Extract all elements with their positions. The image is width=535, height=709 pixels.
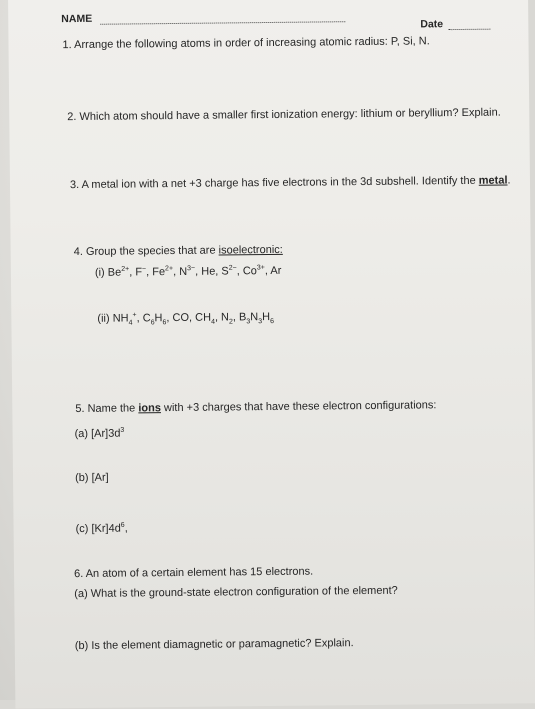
name-blank: [100, 21, 345, 25]
species-text: , C: [136, 312, 150, 324]
q4-i-label-text: (i): [95, 267, 108, 279]
question-5-b: (b) [Ar]: [75, 472, 109, 485]
subscript: 3: [258, 318, 262, 325]
question-6-b: (b) Is the element diamagnetic or paramagnetic? Explain.: [75, 637, 354, 653]
subscript: 4: [129, 320, 133, 327]
question-2: 2. Which atom should have a smaller first ionization energy: lithium or beryllium? Explain.: [67, 107, 501, 125]
species-text: Be: [108, 267, 122, 279]
q5-c-sup: 6: [121, 522, 125, 529]
species-text: , Ar: [265, 265, 282, 277]
question-3: [70, 174, 511, 192]
question-5-c: [76, 522, 128, 536]
question-3-underlined: metal: [479, 175, 508, 187]
question-5: [75, 399, 436, 416]
species-text: , B: [233, 311, 247, 323]
question-3-end: .: [507, 174, 510, 186]
species-text: N: [250, 311, 258, 323]
q4-ii-label: (ii): [97, 313, 112, 325]
charge-sup: +: [132, 312, 136, 319]
subscript: 3: [246, 318, 250, 325]
species-text: , Co: [237, 265, 257, 277]
species-text: , N: [215, 311, 229, 323]
q5-c-end: ,: [125, 522, 128, 534]
name-label: NAME: [61, 13, 92, 26]
q5-a-text: (a) [Ar]3d: [75, 428, 121, 440]
question-6: 6. An atom of a certain element has 15 electrons.: [74, 566, 313, 582]
date-blank: [448, 29, 490, 30]
subscript: 6: [162, 319, 166, 326]
question-1: 1. Arrange the following atoms in order of increasing atomic radius: P, Si, N.: [62, 35, 429, 52]
date-label: Date: [420, 18, 443, 31]
subscript: 6: [151, 319, 155, 326]
charge-sup: 3+: [257, 264, 265, 271]
subscript: 6: [270, 318, 274, 325]
species-text: , He, S: [195, 265, 229, 277]
question-4-part-ii: [97, 311, 274, 326]
charge-sup: −: [142, 266, 146, 273]
species-text: H: [262, 311, 270, 323]
species-text: NH: [113, 312, 129, 324]
subscript: 4: [211, 319, 215, 326]
worksheet-page: [8, 0, 535, 709]
species-text: H: [154, 312, 162, 324]
species-text: , CO, CH: [166, 312, 211, 324]
page-title: [68, 0, 222, 2]
question-3-text: 3. A metal ion with a net +3 charge has five electrons in the 3d subshell. Identify the: [70, 175, 479, 191]
question-6-a: (a) What is the ground-state electron configuration of the element?: [74, 585, 398, 601]
q5-c-text: (c) [Kr]4d: [76, 523, 121, 535]
subscript: 2: [229, 319, 233, 326]
question-5-a: [75, 428, 125, 442]
charge-sup: 2+: [165, 265, 173, 272]
question-4-part-i: [95, 265, 282, 280]
question-5-underlined: ions: [138, 402, 161, 414]
question-4-text: 4. Group the species that are: [74, 245, 219, 259]
species-text: , F: [129, 266, 142, 278]
question-5-text: 5. Name the: [75, 402, 138, 415]
question-4-underlined: isoelectronic:: [219, 244, 283, 257]
species-text: , N: [173, 266, 187, 278]
q5-a-sup: 3: [120, 427, 124, 434]
charge-sup: 3−: [187, 265, 195, 272]
question-5-text-end: with +3 charges that have these electron configurations:: [161, 399, 437, 414]
charge-sup: 2+: [121, 266, 129, 273]
charge-sup: 2−: [229, 265, 237, 272]
question-4: [74, 244, 283, 259]
species-text: , Fe: [146, 266, 165, 278]
